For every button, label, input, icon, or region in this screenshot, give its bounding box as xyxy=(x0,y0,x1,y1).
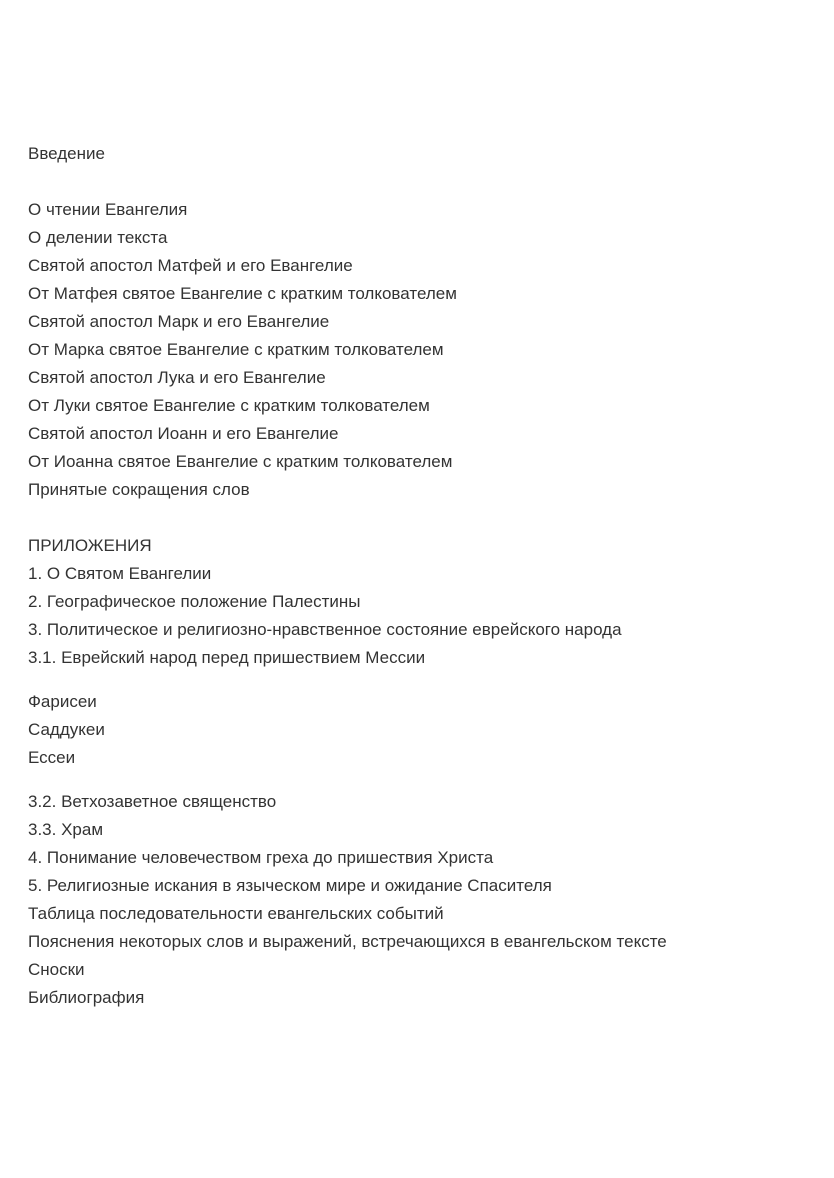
toc-rest-group xyxy=(28,788,818,1012)
toc-item: От Луки святое Евангелие с кратким толкователем xyxy=(28,396,430,415)
toc-sects-group xyxy=(28,688,818,772)
toc-item: Саддукеи xyxy=(28,720,105,739)
toc-item: Святой апостол Матфей и его Евангелие xyxy=(28,256,353,275)
toc-item: Святой апостол Марк и его Евангелие xyxy=(28,312,330,331)
toc-item: 3.3. Храм xyxy=(28,820,104,839)
toc-item: 4. Понимание человечеством греха до пришествия Христа xyxy=(28,848,494,867)
toc-item: Библиография xyxy=(28,988,145,1007)
toc-intro-group xyxy=(28,140,818,168)
toc-item: От Марка святое Евангелие с кратким толкователем xyxy=(28,340,444,359)
toc-item: 3.1. Еврейский народ перед пришествием Мессии xyxy=(28,648,426,667)
toc-item: От Иоанна святое Евангелие с кратким толкователем xyxy=(28,452,453,471)
toc-item: Принятые сокращения слов xyxy=(28,480,250,499)
toc-item: 5. Религиозные искания в языческом мире и ожидание Спасителя xyxy=(28,876,552,895)
toc-item: Пояснения некоторых слов и выражений, встречающихся в евангельском тексте xyxy=(28,932,667,951)
toc-appendix-group xyxy=(28,532,818,672)
toc-main-group xyxy=(28,196,818,504)
toc-item: Таблица последовательности евангельских событий xyxy=(28,904,444,923)
toc-item: 3. Политическое и религиозно-нравственное состояние еврейского народа xyxy=(28,620,622,639)
toc-item: Святой апостол Иоанн и его Евангелие xyxy=(28,424,339,443)
toc-item: 1. О Святом Евангелии xyxy=(28,564,212,583)
toc-item: Сноски xyxy=(28,960,85,979)
toc-item: 3.2. Ветхозаветное священство xyxy=(28,792,277,811)
toc-item: Фарисеи xyxy=(28,692,97,711)
toc-item: Ессеи xyxy=(28,748,76,767)
toc-item: Святой апостол Лука и его Евангелие xyxy=(28,368,326,387)
toc-item: О чтении Евангелия xyxy=(28,200,188,219)
toc-item: О делении текста xyxy=(28,228,168,247)
toc-item: 2. Географическое положение Палестины xyxy=(28,592,361,611)
appendix-heading: ПРИЛОЖЕНИЯ xyxy=(28,536,152,555)
table-of-contents xyxy=(28,140,818,1012)
toc-item: От Матфея святое Евангелие с кратким толкователем xyxy=(28,284,457,303)
toc-intro: Введение xyxy=(28,144,105,163)
